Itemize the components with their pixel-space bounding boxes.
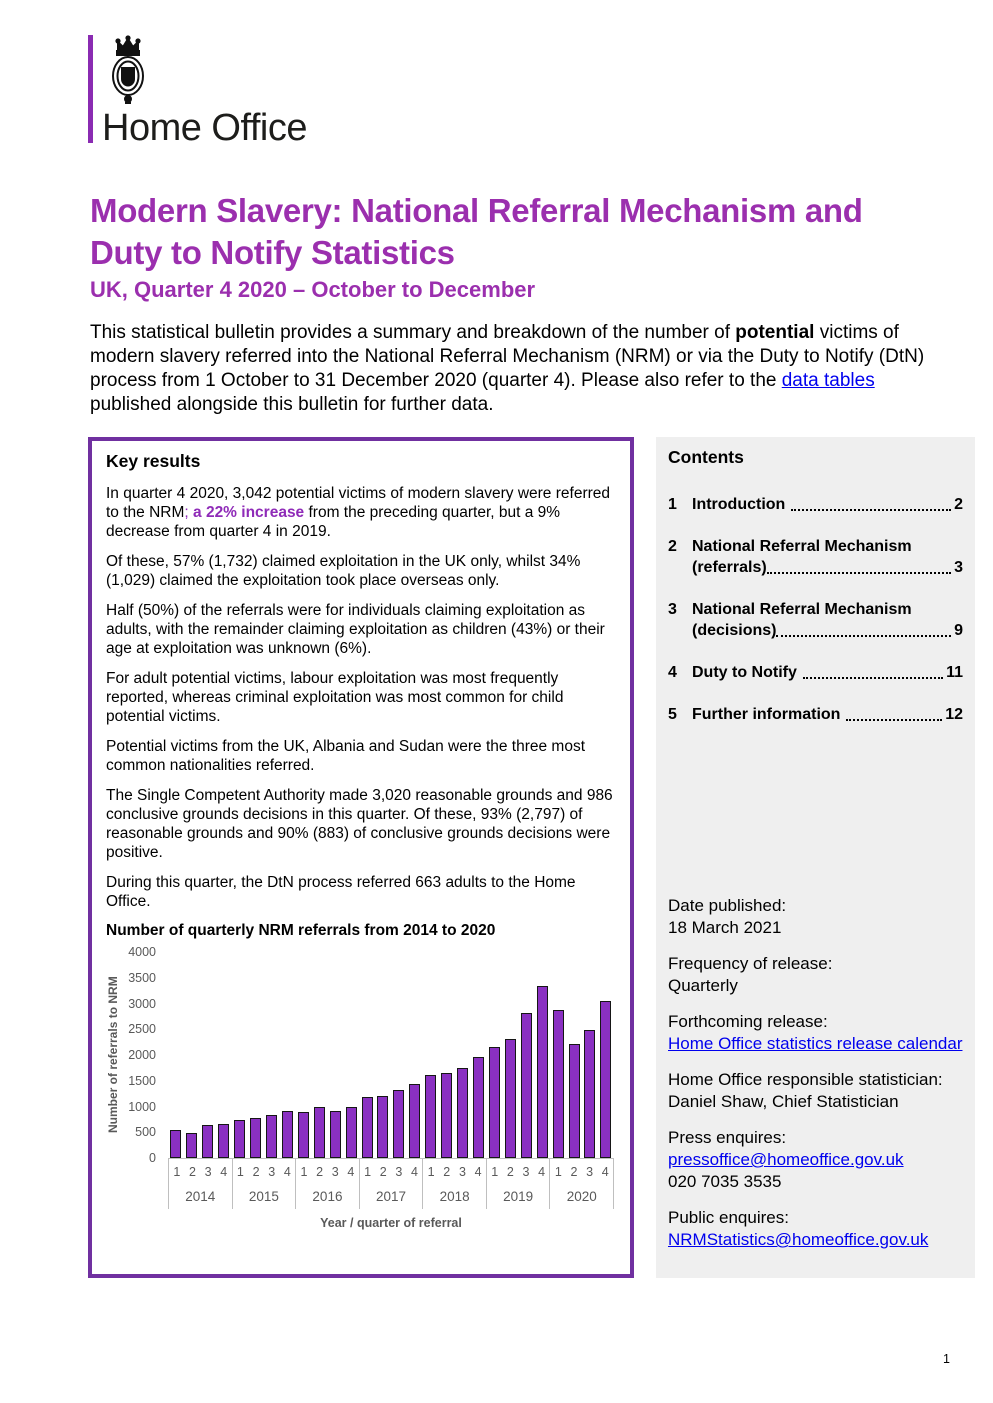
bar xyxy=(186,1133,197,1158)
toc-item[interactable] xyxy=(668,494,963,515)
bar-slot xyxy=(279,1111,295,1158)
bar-slot xyxy=(566,1044,582,1158)
info-label: Press enquires: xyxy=(668,1128,787,1147)
y-tick-label: 500 xyxy=(135,1125,156,1140)
toc-item-body xyxy=(692,704,963,725)
data-tables-link[interactable]: data tables xyxy=(781,370,875,391)
quarter-label: 3 xyxy=(458,1165,466,1179)
key-results-paragraph-6: The Single Competent Authority made 3,020 reasonable grounds and 986 conclusive grounds decisions in this quarter. Of these, 93% (2,797) of reasonable grounds and 90% (883) of conclusive grounds decisions were positive. xyxy=(106,787,613,861)
bar-slot xyxy=(518,1013,534,1158)
bar-slot xyxy=(502,1039,518,1158)
bar-slot xyxy=(232,1120,248,1158)
quarter-row xyxy=(423,1159,486,1183)
toc-item[interactable] xyxy=(668,599,963,641)
bar xyxy=(584,1030,595,1158)
year-group xyxy=(550,1159,614,1209)
year-label: 2020 xyxy=(566,1189,597,1204)
toc-dot-leader xyxy=(791,509,951,511)
quarter-label: 2 xyxy=(379,1165,387,1179)
bar xyxy=(441,1073,452,1158)
y-tick-label: 1000 xyxy=(128,1099,156,1114)
contents-panel xyxy=(656,437,975,1278)
toc-item-label: (referrals) xyxy=(692,559,767,576)
quarter-label: 1 xyxy=(554,1165,562,1179)
bar xyxy=(218,1124,229,1158)
chart-plot xyxy=(168,952,614,1158)
kr-p1-text-a: In quarter 4 2020, 3,042 potential victims of modern slavery were referred to the NRM xyxy=(106,485,611,521)
info-block xyxy=(668,1207,963,1251)
key-results-paragraph-4: For adult potential victims, labour exploitation was most frequently reported, whereas criminal exploitation was most common for child potential victims. xyxy=(106,670,564,725)
quarter-row xyxy=(296,1159,359,1183)
bar xyxy=(393,1090,404,1158)
bar xyxy=(600,1001,611,1158)
quarter-label: 4 xyxy=(347,1165,355,1179)
toc-item-label: Duty to Notify xyxy=(692,664,797,681)
key-results-paragraph-1 xyxy=(106,484,616,541)
bar xyxy=(425,1075,436,1158)
bar xyxy=(362,1097,373,1158)
nrm-referrals-chart xyxy=(106,922,616,1232)
bar xyxy=(505,1039,516,1158)
toc-item-body xyxy=(692,494,963,515)
bar xyxy=(282,1111,293,1158)
bar-slot xyxy=(295,1112,311,1158)
toc-dot-leader xyxy=(767,572,951,574)
toc-item-number: 2 xyxy=(668,538,677,555)
toc-item-body xyxy=(692,662,963,683)
bar-slot xyxy=(248,1118,264,1158)
bar xyxy=(346,1107,357,1158)
bar xyxy=(377,1096,388,1158)
bar-slot xyxy=(168,1130,184,1158)
info-block xyxy=(668,895,963,939)
contents-heading: Contents xyxy=(668,447,744,467)
y-tick-label: 0 xyxy=(149,1151,156,1165)
bar-slot xyxy=(598,1001,614,1158)
info-block xyxy=(668,1011,963,1055)
bar xyxy=(250,1118,261,1158)
toc-item-label: (decisions) xyxy=(692,622,777,639)
toc-item-body xyxy=(692,536,963,578)
year-group xyxy=(423,1159,487,1209)
chart-x-axis xyxy=(168,1158,614,1209)
chart-y-axis-label: Number of referrals to NRM xyxy=(106,976,120,1134)
royal-crest-icon xyxy=(105,35,151,112)
bar-slot xyxy=(327,1111,343,1158)
quarter-label: 4 xyxy=(601,1165,609,1179)
toc-item-body xyxy=(692,599,963,641)
bar-slot xyxy=(359,1097,375,1158)
bar-slot xyxy=(375,1096,391,1158)
quarter-label: 2 xyxy=(252,1165,260,1179)
bar xyxy=(553,1010,564,1158)
info-link[interactable]: NRMStatistics@homeoffice.gov.uk xyxy=(668,1230,929,1249)
quarter-label: 1 xyxy=(300,1165,308,1179)
toc-item-page: 12 xyxy=(945,706,963,723)
intro-paragraph xyxy=(90,321,935,417)
info-value-line: Daniel Shaw, Chief Statistician xyxy=(668,1092,899,1111)
year-label: 2017 xyxy=(376,1189,407,1204)
toc-item-number: 3 xyxy=(668,601,677,618)
info-block xyxy=(668,1127,963,1193)
bar xyxy=(409,1084,420,1158)
bar xyxy=(314,1107,325,1158)
year-group xyxy=(487,1159,551,1209)
quarter-label: 4 xyxy=(538,1165,546,1179)
bar xyxy=(298,1112,309,1158)
quarter-label: 4 xyxy=(411,1165,418,1179)
info-value-line: 18 March 2021 xyxy=(668,918,782,937)
quarter-label: 3 xyxy=(331,1165,339,1179)
toc-item-number: 1 xyxy=(668,496,677,513)
quarter-row xyxy=(360,1159,423,1183)
year-label: 2018 xyxy=(439,1189,470,1204)
bar-slot xyxy=(534,986,550,1158)
year-group xyxy=(233,1159,297,1209)
quarter-label: 2 xyxy=(570,1165,578,1179)
quarter-row xyxy=(550,1159,613,1183)
info-label: Home Office responsible statistician: xyxy=(668,1070,943,1089)
toc-item-page: 2 xyxy=(954,496,963,513)
quarter-label: 2 xyxy=(316,1165,324,1179)
bar-slot xyxy=(216,1124,232,1158)
quarter-label: 1 xyxy=(427,1165,435,1179)
toc-item[interactable] xyxy=(668,536,963,578)
bar xyxy=(202,1125,213,1158)
document-title: Modern Slavery: National Referral Mechanism and Duty to Notify Statistics xyxy=(90,192,863,271)
bar xyxy=(170,1130,181,1158)
quarter-label: 4 xyxy=(283,1165,291,1179)
bar-slot xyxy=(184,1133,200,1158)
chart-title: Number of quarterly NRM referrals from 2014 to 2020 xyxy=(106,922,496,939)
key-results-paragraph-2: Of these, 57% (1,732) claimed exploitation in the UK only, whilst 34% (1,029) claimed the exploitation took place overseas only. xyxy=(106,553,581,589)
quarter-label: 3 xyxy=(204,1165,212,1179)
quarter-label: 1 xyxy=(491,1165,499,1179)
toc-list xyxy=(668,494,963,725)
quarter-label: 3 xyxy=(522,1165,530,1179)
bar-slot xyxy=(200,1125,216,1158)
quarter-label: 2 xyxy=(188,1165,196,1179)
toc-item-page: 3 xyxy=(954,559,963,576)
home-office-logo xyxy=(88,35,408,147)
quarter-row xyxy=(233,1159,296,1183)
quarter-label: 1 xyxy=(173,1165,181,1179)
y-tick-label: 3000 xyxy=(128,996,156,1011)
bar xyxy=(489,1047,500,1158)
logo-purple-bar xyxy=(88,35,93,143)
bar-slot xyxy=(455,1068,471,1158)
bar-slot xyxy=(407,1084,423,1158)
bar-slot xyxy=(582,1030,598,1158)
chart-y-axis xyxy=(122,945,162,1165)
quarter-label: 1 xyxy=(236,1165,244,1179)
toc-item-page: 9 xyxy=(954,622,963,639)
bar xyxy=(569,1044,580,1158)
quarter-label: 3 xyxy=(586,1165,594,1179)
info-label: Frequency of release: xyxy=(668,954,833,973)
toc-item-number: 5 xyxy=(668,706,677,723)
intro-text-1: This statistical bulletin provides a summary and breakdown of the number of xyxy=(90,322,736,343)
toc-dot-leader xyxy=(846,719,942,721)
quarter-label: 2 xyxy=(443,1165,451,1179)
info-value-line xyxy=(668,1033,963,1055)
bar xyxy=(234,1120,245,1158)
year-label: 2019 xyxy=(503,1189,534,1204)
key-results-paragraph-5: Potential victims from the UK, Albania and Sudan were the three most common nationalities referred. xyxy=(106,738,586,774)
key-results-box xyxy=(88,437,634,1278)
info-label: Date published: xyxy=(668,896,787,915)
bar xyxy=(473,1057,484,1158)
year-group xyxy=(360,1159,424,1209)
y-tick-label: 2000 xyxy=(128,1048,156,1062)
quarter-label: 3 xyxy=(268,1165,276,1179)
bar xyxy=(537,986,548,1158)
toc-item-label: Further information xyxy=(692,706,841,723)
intro-text-3: published alongside this bulletin for further data. xyxy=(90,394,494,415)
toc-dot-leader xyxy=(803,677,943,679)
bar-slot xyxy=(550,1010,566,1158)
intro-text-2: victims of modern slavery referred into the National Referral Mechanism (NRM) or via the Duty to Notify (DtN) process from 1 October to 31 December 2020 (quarter 4). Please also refer to the xyxy=(90,322,925,391)
bar-slot xyxy=(391,1090,407,1158)
info-block xyxy=(668,1069,963,1113)
toc-item-page: 11 xyxy=(946,664,963,681)
bar-slot xyxy=(311,1107,327,1158)
toc-item[interactable] xyxy=(668,662,963,683)
info-label: Forthcoming release: xyxy=(668,1012,828,1031)
intro-bold-potential: potential xyxy=(735,322,815,343)
kr-p1-highlight: a 22% increase xyxy=(193,504,305,521)
info-value-line: 020 7035 3535 xyxy=(668,1172,782,1191)
bar-slot xyxy=(264,1115,280,1158)
info-value-line xyxy=(668,1229,963,1251)
quarter-row xyxy=(169,1159,232,1183)
key-results-heading: Key results xyxy=(106,451,201,471)
y-tick-label: 4000 xyxy=(128,945,156,959)
info-block xyxy=(668,953,963,997)
year-label: 2014 xyxy=(185,1189,216,1204)
kr-p1-text-b: from the preceding quarter, but a 9% decrease from quarter 4 in 2019. xyxy=(106,504,561,540)
bar xyxy=(457,1068,468,1158)
year-label: 2015 xyxy=(248,1189,279,1204)
key-results-paragraph-7: During this quarter, the DtN process referred 663 adults to the Home Office. xyxy=(106,874,576,910)
bar-slot xyxy=(423,1075,439,1158)
bar xyxy=(330,1111,341,1158)
sidebar-info xyxy=(668,895,963,1265)
toc-item-label: National Referral Mechanism xyxy=(692,601,912,618)
kr-p1-separator: ; xyxy=(184,504,194,521)
quarter-label: 1 xyxy=(364,1165,372,1179)
info-label: Public enquires: xyxy=(668,1208,789,1227)
info-link[interactable]: pressoffice@homeoffice.gov.uk xyxy=(668,1150,904,1169)
quarter-label: 3 xyxy=(395,1165,403,1179)
toc-item-number: 4 xyxy=(668,664,677,681)
toc-item[interactable] xyxy=(668,704,963,725)
quarter-row xyxy=(487,1159,550,1183)
toc-dot-leader xyxy=(776,635,951,637)
y-tick-label: 3500 xyxy=(128,970,156,985)
bar xyxy=(266,1115,277,1158)
toc-item-label: Introduction xyxy=(692,496,786,513)
info-value-line xyxy=(668,1149,963,1171)
key-results-paragraph-3: Half (50%) of the referrals were for individuals claiming exploitation as adults, with the remainder claiming exploitation as children (43%) or their age at exploitation was unknown (6%). xyxy=(106,602,605,657)
info-link[interactable]: Home Office statistics release calendar xyxy=(668,1034,963,1053)
bar-slot xyxy=(471,1057,487,1158)
year-group xyxy=(168,1159,233,1209)
quarter-label: 2 xyxy=(506,1165,514,1179)
year-label: 2016 xyxy=(312,1189,343,1204)
quarter-label: 4 xyxy=(220,1165,228,1179)
logo-wordmark: Home Office xyxy=(102,107,307,149)
chart-area xyxy=(106,945,616,1236)
document-subtitle: UK, Quarter 4 2020 – October to December xyxy=(90,277,536,302)
quarter-label: 4 xyxy=(474,1165,482,1179)
y-tick-label: 2500 xyxy=(128,1022,156,1037)
bar-slot xyxy=(439,1073,455,1158)
toc-item-label: National Referral Mechanism xyxy=(692,538,912,555)
chart-x-axis-label: Year / quarter of referral xyxy=(320,1216,462,1230)
y-tick-label: 1500 xyxy=(128,1073,156,1088)
page-number: 1 xyxy=(943,1352,950,1366)
year-group xyxy=(296,1159,360,1209)
bar xyxy=(521,1013,532,1158)
info-value-line: Quarterly xyxy=(668,976,738,995)
bar-slot xyxy=(486,1047,502,1158)
bar-slot xyxy=(343,1107,359,1158)
